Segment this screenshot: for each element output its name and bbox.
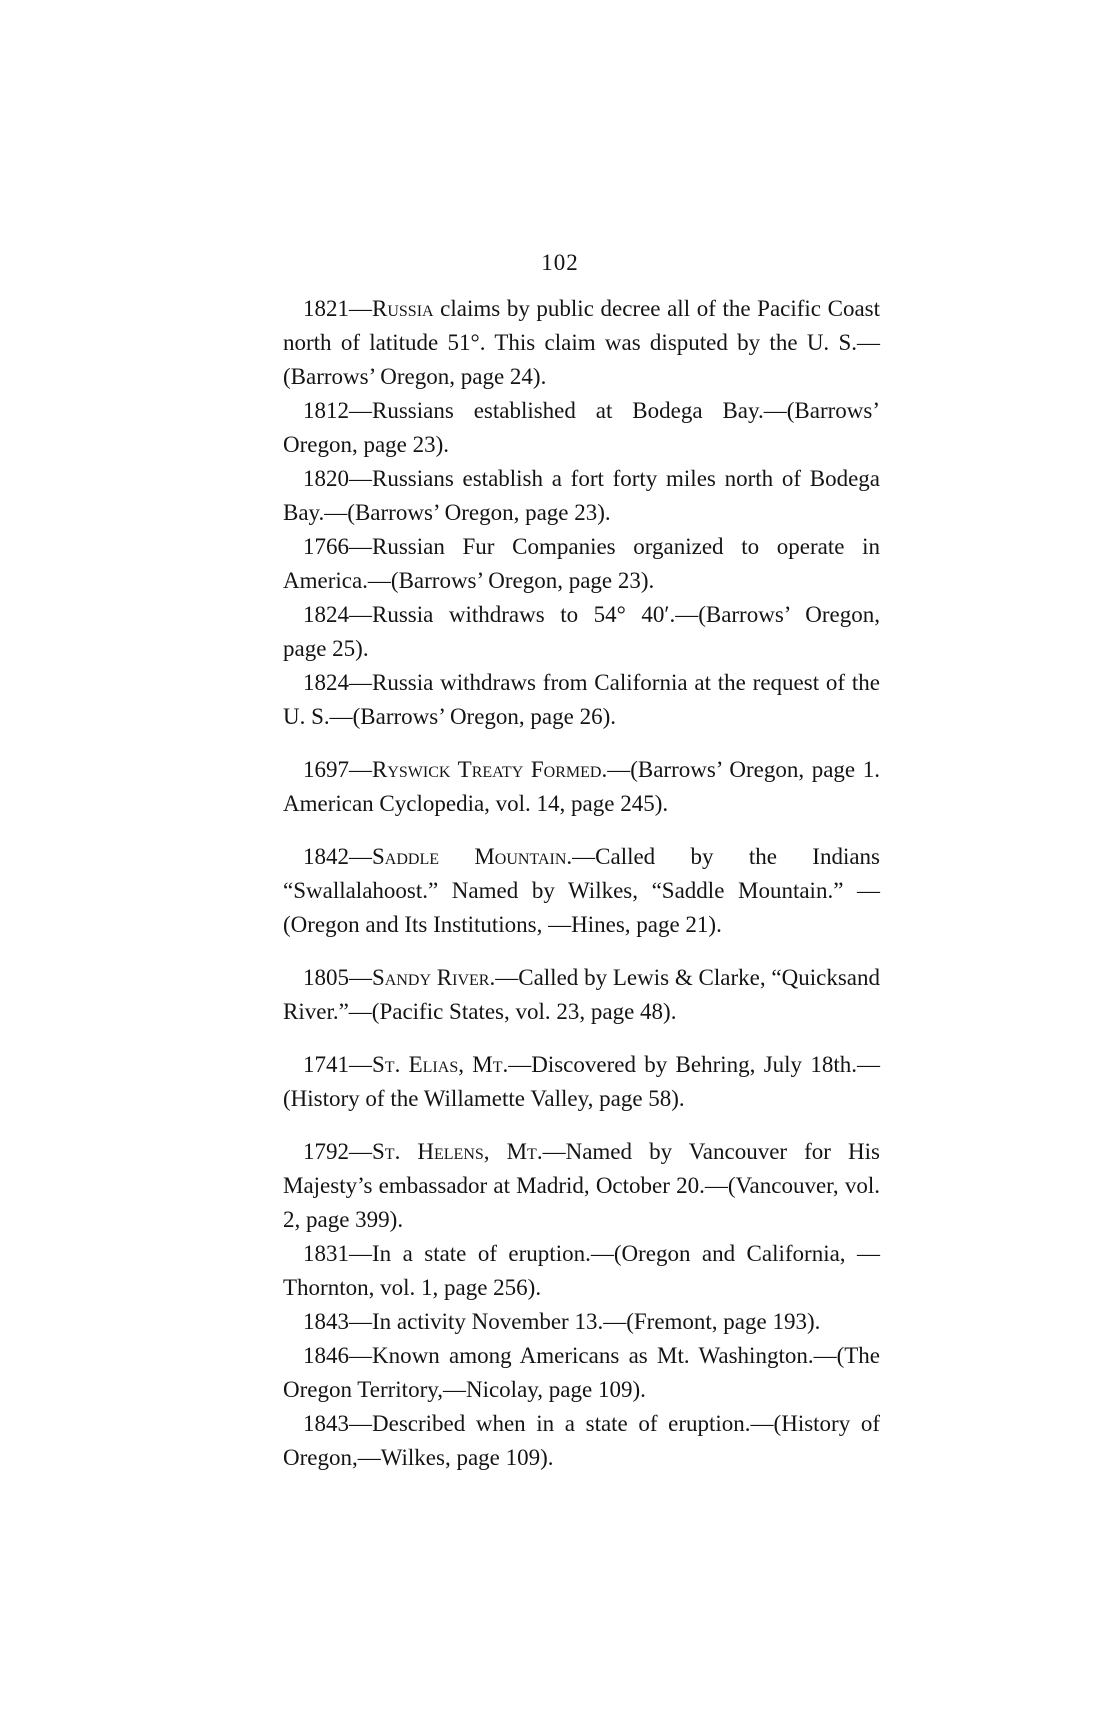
entry-russia-claim: 1821—Russia claims by public decree all of the Pacific Coast north of latitude 51°. This claim was disputed by the U. S.—(Barrows’ Oregon, page 24). [283,296,880,389]
entry-text: Known among Americans as Mt. Washington.—(The Oregon Territory,—Nicolay, page 109). [283,1343,880,1402]
entry-text: In activity November 13.—(Fremont, page 193). [372,1309,821,1334]
entry-text: —Named by Vancouver for His Majesty’s embassador at Madrid, October 20.—(Vancouver, vol. 2, page 399). [283,1139,880,1232]
entry-date: 1842 [303,844,349,869]
entry-date: 1812 [303,398,349,423]
entry-activity-1843: 1843—In activity November 13.—(Fremont, page 193). [303,1309,821,1334]
entry-text: Described when in a state of eruption.—(History of Oregon,—Wilkes, page 109). [283,1411,880,1470]
entry-mt-washington: 1846—Known among Americans as Mt. Washington.—(The Oregon Territory,—Nicolay, page 109). [283,1343,880,1402]
entry-date: 1843 [303,1309,349,1334]
entry-text: —Discovered by Behring, July 18th.—(History of the Willamette Valley, page 58). [283,1052,880,1111]
entry-heading: Ryswick Treaty Formed. [372,757,608,782]
entry-text: —Called by the Indians “Swallalahoost.” Named by Wilkes, “Saddle Mountain.” —(Oregon and Its Institutions, —Hines, page 21). [283,844,880,937]
entry-heading: St. Helens, Mt. [372,1139,543,1164]
entry-date: 1843 [303,1411,349,1436]
entry-heading: St. Elias, Mt. [372,1052,509,1077]
entry-text: Russians establish a fort forty miles north of Bodega Bay.—(Barrows’ Oregon, page 23). [283,466,880,525]
page-number: 102 [541,250,579,275]
entry-fort: 1820—Russians establish a fort forty miles north of Bodega Bay.—(Barrows’ Oregon, page 23). [283,466,880,525]
entry-text: claims by public decree all of the Pacific Coast north of latitude 51°. This claim was disputed by the U. S.—(Barrows’ Oregon, page 24). [283,296,880,389]
entry-date: 1697 [303,757,349,782]
entry-text: —Called by Lewis & Clarke, “Quicksand River.”—(Pacific States, vol. 23, page 48). [283,965,880,1024]
entry-date: 1805 [303,965,349,990]
entry-fur-companies: 1766—Russian Fur Companies organized to operate in America.—(Barrows’ Oregon, page 23). [283,534,880,593]
entry-text: In a state of eruption.—(Oregon and California, —Thornton, vol. 1, page 256). [283,1241,880,1300]
entry-st-helens: 1792—St. Helens, Mt.—Named by Vancouver for His Majesty’s embassador at Madrid, October 20.—(Vancouver, vol. 2, page 399). [283,1139,880,1232]
entry-date: 1846 [303,1343,349,1368]
entry-withdraws-54-40: 1824—Russia withdraws to 54° 40′.—(Barrows’ Oregon, page 25). [283,602,880,661]
entry-described-eruption: 1843—Described when in a state of eruption.—(History of Oregon,—Wilkes, page 109). [283,1411,880,1470]
entry-date: 1824 [303,602,349,627]
entry-date: 1820 [303,466,349,491]
entry-text: Russia withdraws to 54° 40′.—(Barrows’ Oregon, page 25). [283,602,880,661]
entry-eruption-1831: 1831—In a state of eruption.—(Oregon and California, —Thornton, vol. 1, page 256). [283,1241,880,1300]
entry-text: Russians established at Bodega Bay.—(Barrows’ Oregon, page 23). [283,398,880,457]
entry-st-elias: 1741—St. Elias, Mt.—Discovered by Behring, July 18th.—(History of the Willamette Valley, page 58). [283,1052,880,1111]
entry-text: Russian Fur Companies organized to operate in America.—(Barrows’ Oregon, page 23). [283,534,880,593]
entry-date: 1831 [303,1241,349,1266]
entry-date: 1766 [303,534,349,559]
entry-heading: Russia [372,296,434,321]
entry-date: 1821 [303,296,349,321]
entry-heading: Saddle Mountain. [372,844,573,869]
entry-date: 1792 [303,1139,349,1164]
entry-text: Russia withdraws from California at the request of the U. S.—(Barrows’ Oregon, page 26). [283,670,880,729]
entry-withdraws-california: 1824—Russia withdraws from California at the request of the U. S.—(Barrows’ Oregon, page 26). [283,670,880,729]
entry-sandy-river: 1805—Sandy River.—Called by Lewis & Clarke, “Quicksand River.”—(Pacific States, vol. 23, page 48). [283,965,880,1024]
entry-list [283,292,880,1475]
entry-text: —(Barrows’ Oregon, page 1. American Cyclopedia, vol. 14, page 245). [283,757,880,816]
entry-saddle-mountain: 1842—Saddle Mountain.—Called by the Indians “Swallalahoost.” Named by Wilkes, “Saddle Mountain.” —(Oregon and Its Institutions, —Hines, page 21). [283,844,880,937]
entry-heading: Sandy River. [372,965,496,990]
entry-ryswick-treaty: 1697—Ryswick Treaty Formed.—(Barrows’ Oregon, page 1. American Cyclopedia, vol. 14, page 245). [283,757,880,816]
entry-date: 1741 [303,1052,349,1077]
entry-date: 1824 [303,670,349,695]
entry-bodega-bay: 1812—Russians established at Bodega Bay.—(Barrows’ Oregon, page 23). [283,398,880,457]
